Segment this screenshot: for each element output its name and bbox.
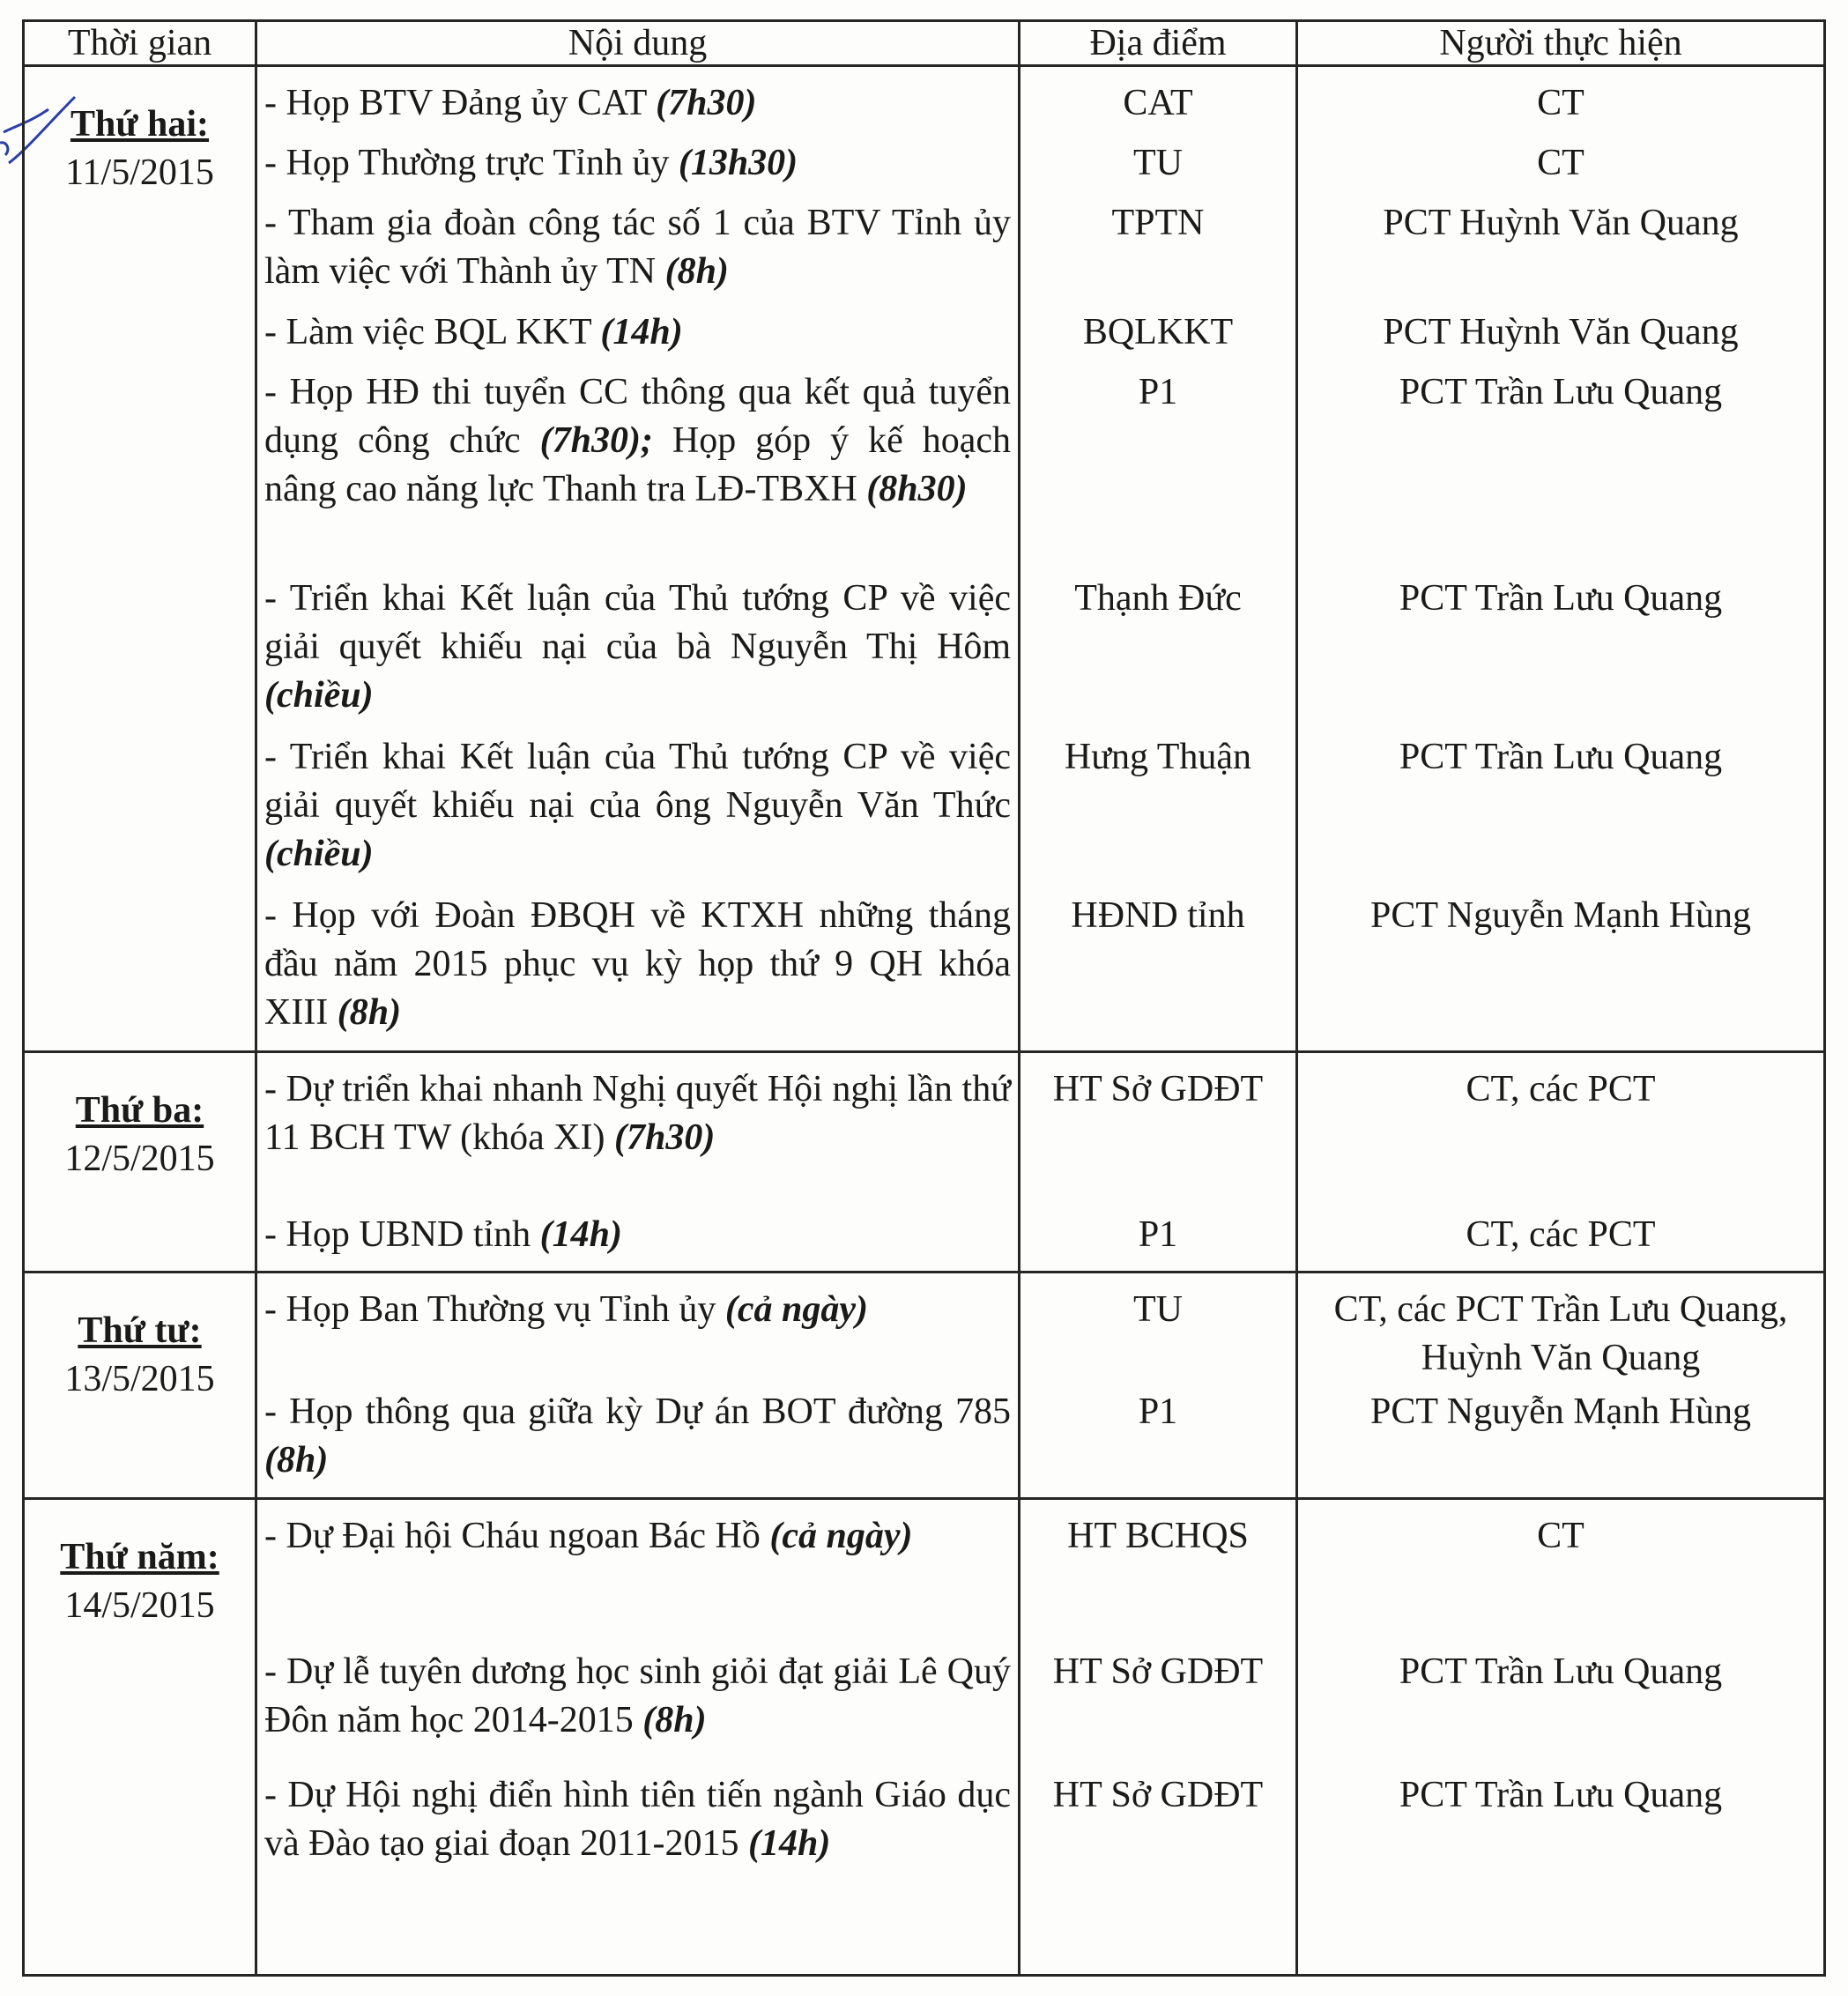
activity-text: - Họp Ban Thường vụ Tỉnh ủy: [264, 1289, 716, 1330]
location-text: CAT: [1123, 83, 1193, 123]
location-text: HT Sở GDĐT: [1052, 1069, 1264, 1109]
activity-item: [264, 892, 1011, 1050]
activity-time: (cả ngày): [769, 1516, 913, 1556]
activity-item: [264, 1065, 1011, 1211]
activity-time: (cả ngày): [724, 1289, 869, 1330]
activity-time: (chiều): [264, 675, 374, 716]
person-text: CT, các PCT: [1466, 1069, 1656, 1109]
activity-text: - Dự Đại hội Cháu ngoan Bác Hồ: [264, 1516, 761, 1556]
activity-time: (7h30);: [539, 420, 653, 461]
activity-time: (14h): [747, 1823, 831, 1864]
location-text: HT BCHQS: [1067, 1516, 1249, 1556]
person-text: PCT Trần Lưu Quang: [1399, 737, 1723, 777]
day-name: Thứ hai:: [70, 104, 210, 145]
activity-text: - Họp HĐ thi tuyển CC thông qua kết quả tuyển dụng công chức: [264, 372, 1011, 461]
activity-text-2: Họp góp ý kế hoạch nâng cao năng lực Thanh tra LĐ-TBXH: [264, 420, 1011, 509]
location-text: HT Sở GDĐT: [1052, 1775, 1264, 1815]
person-cell: [1297, 66, 1825, 1052]
day-date: 14/5/2015: [64, 1585, 215, 1626]
day-cell: [24, 1273, 256, 1499]
activity-item: [264, 79, 1011, 139]
location-text: P1: [1138, 1214, 1178, 1255]
activity-text: - Dự Hội nghị điển hình tiên tiến ngành Giáo dục và Đào tạo giai đoạn 2011-2015: [264, 1775, 1011, 1864]
header-person: Người thực hiện: [1297, 21, 1825, 66]
activity-item: [264, 1512, 1011, 1648]
day-cell: [24, 66, 256, 1052]
activity-item: [264, 368, 1011, 575]
activity-text: - Dự lễ tuyên dương học sinh giỏi đạt giải Lê Quý Đôn năm học 2014-2015: [264, 1651, 1011, 1740]
header-content: Nội dung: [256, 21, 1020, 66]
activity-text: - Triển khai Kết luận của Thủ tướng CP về việc giải quyết khiếu nại của ông Nguyễn Văn Thức: [264, 737, 1011, 826]
activity-time: (chiều): [264, 834, 374, 874]
activity-text: - Làm việc BQL KKT: [264, 312, 591, 352]
location-text: Hưng Thuận: [1064, 737, 1252, 777]
activity-item: [264, 1771, 1011, 1974]
person-text: CT, các PCT: [1466, 1214, 1656, 1255]
content-cell: [256, 66, 1020, 1052]
day-row: [24, 1052, 1825, 1273]
location-text: HT Sở GDĐT: [1052, 1651, 1264, 1692]
day-name: Thứ tư:: [78, 1310, 202, 1351]
activity-item: [264, 1286, 1011, 1388]
activity-text: - Tham gia đoàn công tác số 1 của BTV Tỉnh ủy làm việc với Thành ủy TN: [264, 203, 1011, 292]
person-text: PCT Huỳnh Văn Quang: [1383, 203, 1739, 243]
activity-item: [264, 575, 1011, 733]
activity-text: - Họp với Đoàn ĐBQH về KTXH những tháng đầu năm 2015 phục vụ kỳ họp thứ 9 QH khóa XIII: [264, 895, 1011, 1033]
header-location: Địa điểm: [1020, 21, 1297, 66]
activity-text: - Họp BTV Đảng ủy CAT: [264, 83, 647, 123]
person-text: PCT Trần Lưu Quang: [1399, 1651, 1723, 1692]
activity-item: [264, 139, 1011, 199]
activity-time: (14h): [539, 1214, 623, 1255]
location-cell: [1020, 1499, 1297, 1976]
location-text: P1: [1138, 1391, 1178, 1432]
activity-text: - Dự triển khai nhanh Nghị quyết Hội nghị lần thứ 11 BCH TW (khóa XI): [264, 1069, 1011, 1158]
day-row: [24, 1273, 1825, 1499]
content-cell: [256, 1273, 1020, 1499]
location-cell: [1020, 66, 1297, 1052]
location-cell: [1020, 1273, 1297, 1499]
day-date: 12/5/2015: [64, 1139, 215, 1179]
activity-item: [264, 308, 1011, 368]
person-text: CT: [1537, 1516, 1585, 1556]
person-text: CT, các PCT Trần Lưu Quang, Huỳnh Văn Quang: [1333, 1289, 1788, 1378]
activity-text: - Triển khai Kết luận của Thủ tướng CP về việc giải quyết khiếu nại của bà Nguyễn Thị Hôm: [264, 578, 1011, 667]
person-cell: [1297, 1273, 1825, 1499]
day-cell: [24, 1499, 256, 1976]
day-date: 11/5/2015: [65, 152, 214, 193]
day-date: 13/5/2015: [64, 1359, 215, 1399]
content-cell: [256, 1499, 1020, 1976]
activity-time-2: (8h30): [866, 469, 968, 509]
person-text: PCT Nguyễn Mạnh Hùng: [1369, 1391, 1752, 1432]
content-cell: [256, 1052, 1020, 1273]
location-text: TU: [1133, 143, 1183, 183]
activity-item: [264, 1648, 1011, 1771]
activity-time: (8h): [337, 992, 402, 1033]
activity-item: [264, 1388, 1011, 1497]
day-name: Thứ ba:: [75, 1090, 204, 1131]
activity-item: [264, 1211, 1011, 1271]
header-time: Thời gian: [24, 21, 256, 66]
activity-text: - Họp thông qua giữa kỳ Dự án BOT đường 785: [264, 1391, 1011, 1432]
day-name: Thứ năm:: [60, 1537, 219, 1577]
person-cell: [1297, 1499, 1825, 1976]
person-text: PCT Trần Lưu Quang: [1399, 372, 1723, 412]
activity-time: (7h30): [614, 1117, 716, 1158]
schedule-table: [22, 19, 1826, 1977]
location-text: Thạnh Đức: [1074, 578, 1242, 619]
activity-item: [264, 733, 1011, 892]
activity-time: (14h): [600, 312, 683, 352]
activity-item: [264, 199, 1011, 308]
person-text: PCT Trần Lưu Quang: [1399, 1775, 1723, 1815]
location-text: BQLKKT: [1082, 312, 1234, 352]
location-text: HĐND tỉnh: [1071, 895, 1245, 936]
person-text: PCT Nguyễn Mạnh Hùng: [1369, 895, 1752, 936]
day-row: [24, 66, 1825, 1052]
person-text: CT: [1537, 143, 1585, 183]
activity-time: (8h): [642, 1700, 707, 1740]
person-cell: [1297, 1052, 1825, 1273]
location-text: TU: [1133, 1289, 1183, 1330]
activity-text: - Họp Thường trực Tỉnh ủy: [264, 143, 670, 183]
header-row: [24, 21, 1825, 66]
person-text: PCT Huỳnh Văn Quang: [1383, 312, 1739, 352]
activity-time: (13h30): [678, 143, 798, 183]
location-text: TPTN: [1111, 203, 1205, 243]
person-text: PCT Trần Lưu Quang: [1399, 578, 1723, 619]
location-cell: [1020, 1052, 1297, 1273]
person-text: CT: [1537, 83, 1585, 123]
schedule-body: [24, 66, 1825, 1976]
activity-text: - Họp UBND tỉnh: [264, 1214, 531, 1255]
day-cell: [24, 1052, 256, 1273]
location-text: P1: [1138, 372, 1178, 412]
activity-time: (8h): [664, 251, 729, 292]
activity-time: (8h): [264, 1440, 329, 1480]
activity-time: (7h30): [656, 83, 757, 123]
day-row: [24, 1499, 1825, 1976]
